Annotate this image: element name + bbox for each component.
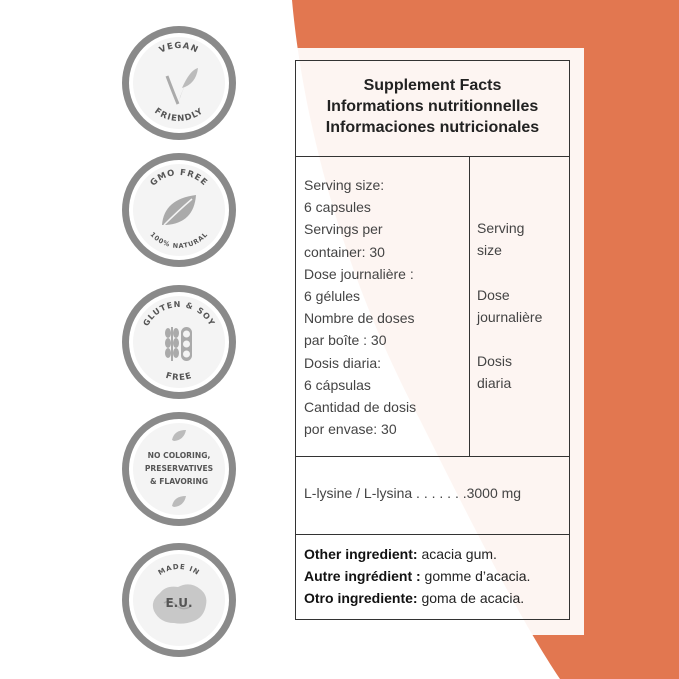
ingredient-line-fr — [304, 565, 530, 587]
serving-size-label: Dosis — [477, 353, 513, 370]
ingredient-line-en — [304, 543, 530, 565]
gluten-bottom-text: FREE — [164, 370, 194, 384]
serving-line: 6 gélules — [304, 288, 361, 305]
vegan-friendly-badge — [120, 24, 238, 142]
eu-text: E.U. — [165, 596, 193, 610]
title-line-es: Informaciones nutricionales — [325, 119, 540, 136]
divider-line — [296, 456, 569, 457]
serving-line: par boîte : 30 — [304, 332, 387, 349]
title-line-en: Supplement Facts — [363, 77, 502, 94]
gmo-top-text: GMO FREE — [148, 167, 210, 189]
gmo-bottom-text: 100% NATURAL — [148, 230, 210, 251]
divider-line — [296, 534, 569, 535]
ingredient-label: Autre ingrédient : — [304, 568, 421, 585]
supplement-facts-table — [295, 60, 570, 620]
other-ingredients — [304, 543, 530, 610]
serving-line: por envase: 30 — [304, 421, 397, 438]
vegan-bottom-text: FRIENDLY — [152, 106, 206, 125]
serving-size-column — [477, 217, 542, 395]
ingredient-value: acacia gum. — [417, 546, 497, 562]
serving-size-label: diaria — [477, 375, 512, 392]
serving-size-label: Serving — [477, 220, 525, 236]
ingredient-value: gomme d’acacia. — [420, 568, 531, 585]
serving-line: container: 30 — [304, 243, 385, 260]
made-in-text: MADE IN — [156, 562, 202, 578]
no-coloring-line-3: & FLAVORING — [149, 477, 209, 486]
gluten-top-text: GLUTEN & SOY — [141, 299, 217, 328]
serving-line: Cantidad de dosis — [304, 399, 417, 416]
no-additives-badge — [120, 410, 238, 528]
ingredient-value: goma de acacia. — [417, 590, 525, 607]
facts-title — [296, 61, 569, 157]
gluten-soy-free-badge — [120, 283, 238, 401]
serving-line: Serving size: — [304, 177, 385, 193]
title-line-fr: Informations nutritionnelles — [326, 98, 539, 115]
serving-line: Dose journalière : — [304, 265, 414, 282]
serving-info — [304, 174, 416, 440]
no-coloring-line-2: PRESERVATIVES — [144, 464, 214, 473]
serving-line: Dosis diaria: — [304, 354, 382, 371]
gmo-free-badge — [120, 151, 238, 269]
serving-line: 6 capsules — [304, 199, 371, 216]
serving-size-label: journalière — [477, 308, 543, 325]
serving-line: Nombre de doses — [304, 310, 415, 327]
vegan-top-text: VEGAN — [157, 40, 201, 56]
serving-line: 6 cápsulas — [304, 376, 371, 393]
no-coloring-line-1: NO COLORING, — [147, 451, 211, 460]
made-in-eu-badge — [120, 541, 238, 659]
serving-size-label: Dose — [477, 286, 510, 303]
serving-line: Servings per — [304, 221, 383, 238]
column-divider — [469, 157, 470, 456]
serving-size-label: size — [477, 242, 502, 259]
lysine-row: L-lysine / L-lysina . . . . . . .3000 mg — [304, 485, 522, 501]
ingredient-line-es — [304, 587, 530, 609]
ingredient-label: Other ingredient: — [304, 546, 418, 562]
ingredient-label: Otro ingrediente: — [304, 590, 418, 607]
